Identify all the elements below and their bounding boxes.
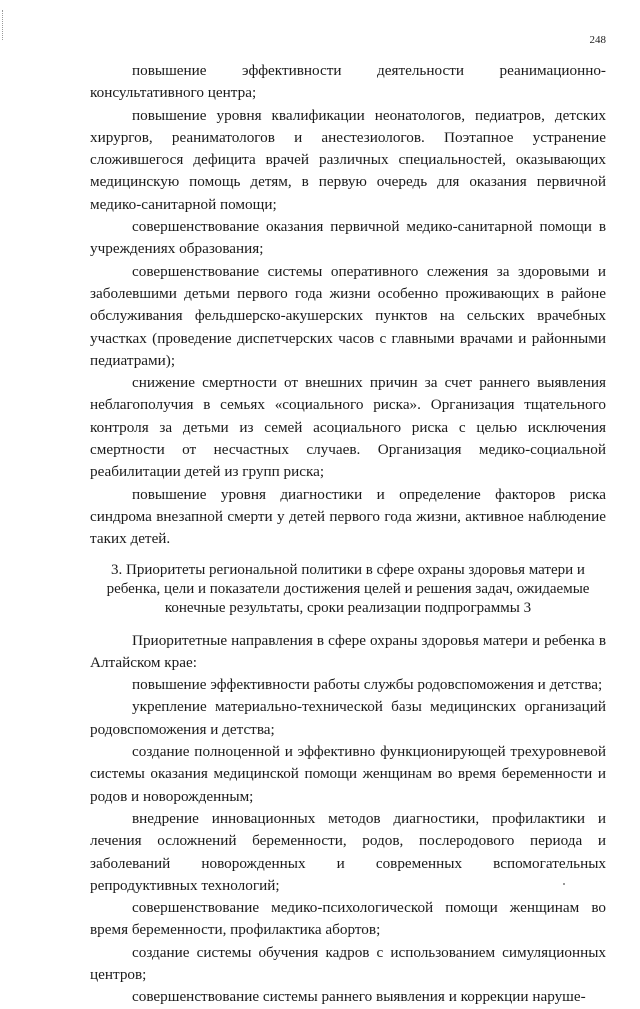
list-item: повышение эффективности работы службы родовспоможения и детства; (132, 676, 603, 694)
list-item: повышение уровня диагностики и определение факторов риска синдрома внезапной смерти у детей первого года жизни, активное наблюдение таких детей. (90, 485, 606, 548)
list-item: укрепление материально-технической базы медицинских организаций родовспоможения и детства; (90, 698, 606, 738)
section-heading: 3. Приоритеты региональной политики в сфере охраны здоровья матери и ребенка, цели и показатели достижения целей и решения задач, ожидаемые конечные результаты, сроки реализации подпрограммы 3 (106, 561, 590, 616)
scan-speck (563, 883, 565, 885)
list-item: создание полноценной и эффективно функционирующей трехуровневой системы оказания медицинской помощи женщинам во время беременности и родов и новорожденным; (90, 743, 606, 805)
section-intro: Приоритетные направления в сфере охраны здоровья матери и ребенка в Алтайском крае: (90, 631, 606, 671)
document-body (90, 60, 606, 1009)
list-item: совершенствование оказания первичной медико-санитарной помощи в учреждениях образования; (90, 218, 606, 258)
list-item: повышение эффективности деятельности реанимационно-консультативного центра; (90, 62, 606, 102)
list-item: совершенствование медико-психологической помощи женщинам во время беременности, профилактика абортов; (90, 899, 606, 939)
list-item: совершенствование системы оперативного слежения за здоровыми и заболевшими детьми первого года жизни особенно проживающих в районе обслуживания фельдшерско-акушерских пунктов на сельских врачебных участках (проведение диспетчерских часов с главными врачами и районными педиатрами); (90, 262, 606, 369)
page-number: 248 (589, 34, 606, 46)
list-item: повышение уровня квалификации неонатологов, педиатров, детских хирургов, реаниматологов и анестезиологов. Поэтапное устранение сложившегося дефицита врачей различных специальностей, оказывающих медицинскую помощь детям, в первую очередь для оказания первичной медико-санитарной помощи; (90, 106, 606, 213)
list-item: снижение смертности от внешних причин за счет раннего выявления неблагополучия в семьях «социального риска». Организация тщательного контроля за детьми из семей асоциального риска с целью исключения смертности от несчастных случаев. Организация медико-социальной реабилитации детей из групп риска; (90, 374, 606, 481)
list-item: создание системы обучения кадров с использованием симуляционных центров; (90, 943, 606, 983)
list-item: совершенствование системы раннего выявления и коррекции наруше- (132, 988, 586, 1006)
scan-edge-marks (2, 10, 6, 40)
list-item: внедрение инновационных методов диагностики, профилактики и лечения осложнений беременности, родов, послеродового периода и заболеваний новорожденных и современных вспомогательных репродуктивных технологий; (90, 809, 606, 894)
